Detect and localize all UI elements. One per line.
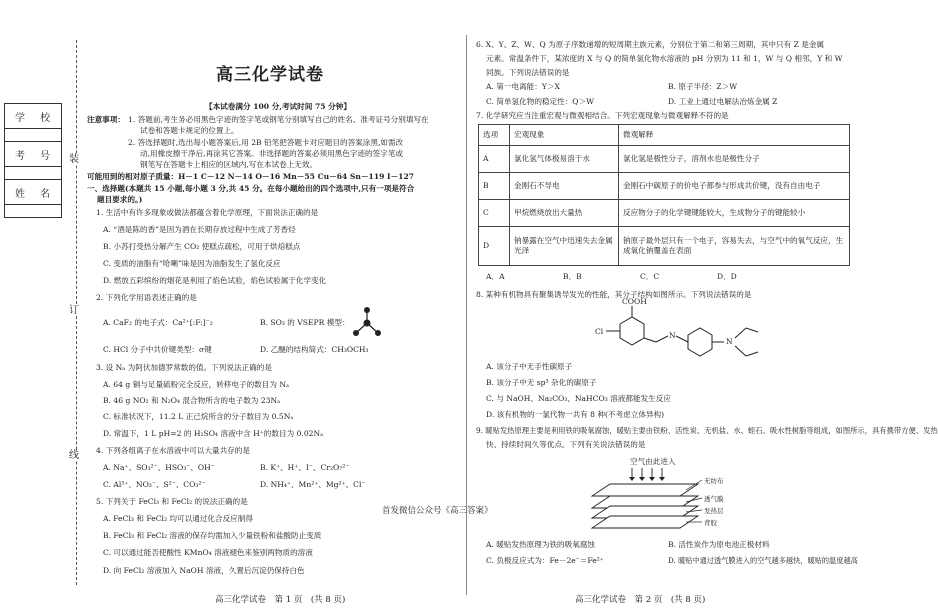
q2-option-c: C. HCl 分子中共价键类型：σ键: [103, 345, 212, 354]
q9-option-c: C. 负极反应式为：Fe－2e⁻＝Fe²⁺: [486, 556, 604, 565]
right-footer: 高三化学试卷 第 2 页 (共 8 页): [575, 595, 706, 605]
q7-cell: 氯化氢气体极易溶于水: [510, 146, 619, 173]
q1-option-a: A. “酒是陈的香”是因为酒在长期存放过程中生成了芳香烃: [103, 225, 296, 234]
binding-mark-ding: 订: [69, 305, 79, 316]
q7-header-macro: 宏观现象: [510, 125, 619, 146]
notice-line-4: 动,用橡皮擦干净后,再涂其它答案。非选择题的答案必须用黑色字迹的签字笔或: [140, 149, 404, 158]
q8-option-c: C. 与 NaOH、Na₂CO₃、NaHCO₃ 溶液都能发生反应: [486, 394, 671, 403]
q3-option-a: A. 64 g 铜与足量硫粉完全反应，转移电子的数目为 Nₐ: [103, 380, 289, 389]
notice-line-5: 钢笔写在答题卡上相应的区域内,写在本试卷上无效。: [140, 160, 318, 169]
q8-option-a: A. 该分子中无手性碳原子: [486, 362, 573, 371]
q9-stem-2: 快、持续时间久等优点。下列有关说法错误的是: [486, 440, 646, 449]
q8-n2-label: N: [726, 337, 733, 346]
q6-option-d: D. 工业上通过电解法冶炼金属 Z: [668, 97, 778, 106]
q7-cell: 金刚石中碳原子的价电子都参与形成共价键，没有自由电子: [619, 173, 850, 200]
q7-cell: 钠暴露在空气中迅速失去金属光泽: [510, 227, 619, 266]
q7-cell: 反应物分子的化学键键能较大，生成物分子的键能较小: [619, 200, 850, 227]
q4-option-c: C. Al³⁺、NO₃⁻、S²⁻、CO₃²⁻: [103, 480, 206, 489]
q9-stem-1: 9. 暖贴发热原理主要是利用铁的吸氧腐蚀，暖贴主要由铁粉、活性炭、无机盐、水、蛭石、吸水性树脂等组成，如图所示，具有携带方便、发热: [476, 426, 938, 435]
q2-option-a: A. CaF₂ 的电子式：Ca²⁺[:F:]⁻₂: [103, 318, 213, 327]
q7-option-a: A．A: [486, 272, 505, 281]
exam-number-field[interactable]: 考 号: [5, 142, 61, 167]
q8-option-b: B. 该分子中无 sp³ 杂化的碳原子: [486, 378, 597, 387]
q6-option-b: B. 原子半径：Z＞W: [668, 82, 738, 91]
q9-layer-label-3: 发热层: [704, 507, 724, 515]
q1-option-c: C. 变质的油脂有“哈喇”味是因为油脂发生了氢化反应: [103, 259, 281, 268]
q7-option-b: B．B: [563, 272, 582, 281]
q5-option-b: B. FeCl₃ 和 FeCl₂ 溶液的保存均需加入少量铁粉和盐酸防止变质: [103, 531, 322, 540]
exam-subtitle: 【本试卷满分 100 分,考试时间 75 分钟】: [205, 102, 351, 111]
table-row: [479, 200, 850, 227]
q5-option-a: A. FeCl₃ 和 FeCl₂ 均可以通过化合反应制得: [103, 514, 253, 523]
q9-option-a: A. 暖贴发热原理为铁的吸氧腐蚀: [486, 540, 596, 549]
q1-option-d: D. 燃放五彩缤纷的烟花是利用了焰色试验，焰色试验属于化学变化: [103, 276, 327, 285]
q9-layer-label-4: 背胶: [704, 519, 717, 527]
q8-cl-label: Cl: [595, 327, 604, 336]
exam-title: 高三化学试卷: [216, 65, 324, 85]
so3-vsepr-model-icon: [350, 305, 384, 341]
watermark: 首发微信公众号《高三答案》: [382, 506, 493, 516]
q7-cell: C: [479, 200, 510, 227]
q3-option-b: B. 46 g NO₂ 和 N₂O₄ 混合物所含的电子数为 23Nₐ: [103, 396, 281, 405]
q9-layer-label-1: 无纺布: [704, 477, 724, 485]
notice-line-1: 1. 答题前,考生务必用黑色字迹的签字笔或钢笔分别填写自己的姓名、准考证号分别填写在: [128, 115, 429, 124]
q9-option-d: D. 暖贴中通过透气膜进入的空气越多越快，暖贴的温度越高: [668, 556, 858, 565]
q5-stem: 5. 下列关于 FeCl₃ 和 FeCl₂ 的说法正确的是: [96, 497, 248, 506]
q1-stem: 1. 生活中有许多现象或做法都蕴含着化学原理，下面说法正确的是: [96, 208, 319, 217]
q7-cell: D: [479, 227, 510, 266]
student-info-box: [4, 103, 62, 218]
school-field[interactable]: 学 校: [5, 104, 61, 129]
q7-stem: 7. 化学研究应当注重宏观与微观相结合。下列宏观现象与微观解释不符的是: [476, 111, 729, 120]
q7-option-d: D．D: [717, 272, 737, 281]
q7-cell: 金刚石不导电: [510, 173, 619, 200]
q9-air-label: 空气由此进入: [630, 457, 676, 466]
q9-option-b: B. 活性炭作为原电池正极材料: [668, 540, 770, 549]
name-field[interactable]: 姓 名: [5, 180, 61, 205]
q6-option-a: A. 第一电离能：Y＞X: [486, 82, 560, 91]
table-row: [479, 227, 850, 266]
q4-stem: 4. 下列各组离子在水溶液中可以大量共存的是: [96, 446, 250, 455]
q2-option-d: D. 乙醚的结构简式：CH₃OCH₃: [260, 345, 369, 354]
q8-option-d: D. 该有机物的一氯代物一共有 8 种(不考虑立体异构): [486, 410, 665, 419]
q6-stem-3: 同族。下列说法错误的是: [486, 68, 570, 77]
q8-stem: 8. 某种有机物具有聚集诱导发光的性能，其分子结构如图所示。下列说法错误的是: [476, 290, 752, 299]
exam-number-blank: [5, 167, 61, 180]
q7-header-option: 选项: [479, 125, 510, 146]
notice-line-2: 试卷和答题卡规定的位置上。: [140, 126, 239, 135]
q7-cell: 氯化氢是极性分子，溶剂水也是极性分子: [619, 146, 850, 173]
notice-line-3: 2. 答选择题时,选出每小题答案后,用 2B 铅笔把答题卡对应题目的答案涂黑,如需改: [128, 138, 404, 147]
q9-warm-patch-diagram: [590, 466, 720, 534]
q7-cell: 甲烷燃烧放出大量热: [510, 200, 619, 227]
atomic-mass-line: 可能用到的相对原子质量：H－1 C－12 N－14 O－16 Mn－55 Cu－64 Sn－119 I－127: [87, 172, 415, 181]
q3-stem: 3. 设 Nₐ 为阿伏加德罗常数的值。下列说法正确的是: [96, 363, 272, 372]
q3-option-c: C. 标准状况下，11.2 L 正己烷所含的分子数目为 0.5Nₐ: [103, 412, 294, 421]
q4-option-b: B. K⁺、H⁺、I⁻、Cr₂O₇²⁻: [260, 463, 350, 472]
name-blank: [5, 205, 61, 217]
q2-stem: 2. 下列化学用语表述正确的是: [96, 293, 197, 302]
q4-option-d: D. NH₄⁺、Mn²⁺、Mg²⁺、Cl⁻: [260, 480, 366, 489]
q8-n1-label: N: [669, 331, 676, 340]
table-row: [479, 173, 850, 200]
q9-layer-label-2: 透气膜: [704, 495, 724, 503]
q4-option-a: A. Na⁺、SO₃²⁻、HSO₃⁻、OH⁻: [103, 463, 215, 472]
q8-molecule-structure: [590, 302, 770, 364]
table-row: [479, 125, 850, 146]
q7-cell: A: [479, 146, 510, 173]
q6-stem-2: 元素。常温条件下，某浓度的 X 与 Q 的简单氢化物水溶液的 pH 分别为 11 和 1，W 与 Q 相邻，Y 和 W: [486, 54, 843, 63]
section1-line-1: 一、选择题(本题共 15 小题,每小题 3 分,共 45 分。在每小题给出的四个选项中,只有一项是符合: [87, 184, 415, 193]
q7-cell: B: [479, 173, 510, 200]
section1-line-2: 题目要求的。): [97, 195, 143, 204]
binding-mark-zhuang: 装: [69, 154, 79, 165]
binding-mark-xian: 线: [69, 450, 79, 461]
q6-option-c: C. 简单氢化物的稳定性：Q＞W: [486, 97, 594, 106]
q8-cooh-label: COOH: [622, 297, 647, 306]
q7-option-c: C．C: [640, 272, 660, 281]
school-blank: [5, 129, 61, 142]
q1-option-b: B. 小苏打受热分解产生 CO₂ 使糕点疏松，可用于烘焙糕点: [103, 242, 301, 251]
q7-header-micro: 微观解释: [619, 125, 850, 146]
table-row: [479, 146, 850, 173]
q6-stem-1: 6. X、Y、Z、W、Q 为原子序数递增的短周期主族元素，分别位于第二和第三周期，其中只有 Z 是金属: [476, 40, 825, 49]
q5-option-d: D. 向 FeCl₂ 溶液加入 NaOH 溶液，久置后沉淀仍保持白色: [103, 566, 305, 575]
q7-cell: 钠原子最外层只有一个电子，容易失去，与空气中的氧气反应，生成氧化钠覆盖在表面: [619, 227, 850, 266]
q7-table: [478, 124, 850, 266]
q2-option-b: B. SO₃ 的 VSEPR 模型：: [260, 318, 350, 327]
q3-option-d: D. 常温下，1 L pH=2 的 H₂SO₄ 溶液中含 H⁺的数目为 0.02Nₐ: [103, 429, 324, 438]
notice-heading: 注意事项：: [87, 115, 125, 124]
left-footer: 高三化学试卷 第 1 页 (共 8 页): [215, 595, 346, 605]
q5-option-c: C. 可以通过能否使酸性 KMnO₄ 溶液褪色来鉴别两物质的溶液: [103, 548, 313, 557]
